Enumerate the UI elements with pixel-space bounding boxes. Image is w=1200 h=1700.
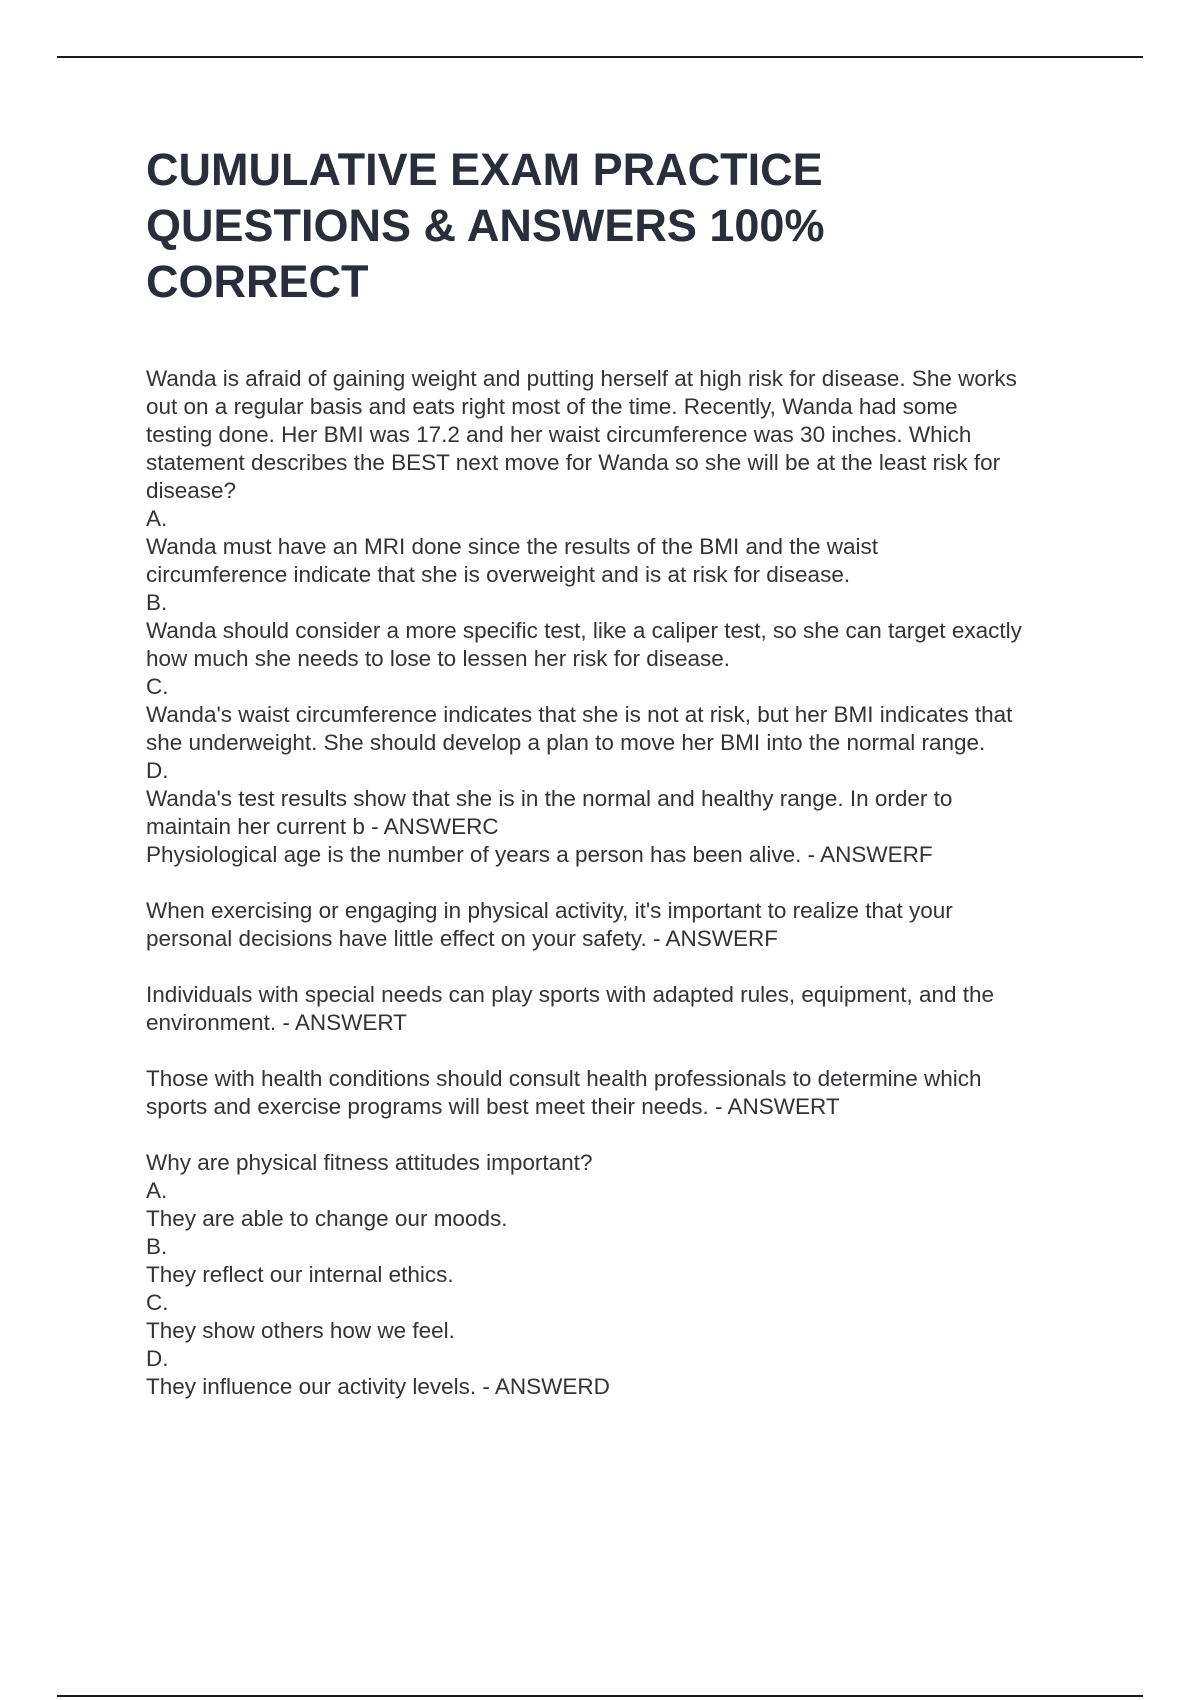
question-text: disease?: [146, 478, 237, 503]
option-letter: B.: [146, 590, 168, 615]
top-rule: [57, 56, 1143, 58]
answer-text: They influence our activity levels. - ANSWERD: [146, 1374, 610, 1399]
question-text: Why are physical fitness attitudes important?: [146, 1150, 593, 1175]
question-text: Wanda is afraid of gaining weight and putting herself at high risk for disease. She works: [146, 366, 1017, 391]
question-block: [146, 1065, 1096, 1121]
option-letter: D.: [146, 758, 169, 783]
document-body: [146, 142, 1096, 1401]
option-text: how much she needs to lose to lessen her risk for disease.: [146, 646, 731, 671]
option-text: Wanda's test results show that she is in the normal and healthy range. In order to: [146, 786, 953, 811]
question-text: testing done. Her BMI was 17.2 and her waist circumference was 30 inches. Which: [146, 422, 972, 447]
option-letter: A.: [146, 1178, 168, 1203]
option-text: They are able to change our moods.: [146, 1206, 508, 1231]
question-text: statement describes the BEST next move for Wanda so she will be at the least risk for: [146, 450, 1001, 475]
option-letter: C.: [146, 674, 169, 699]
question-text: personal decisions have little effect on your safety. - ANSWERF: [146, 926, 778, 951]
option-text: Wanda should consider a more specific test, like a caliper test, so she can target exactly: [146, 618, 1022, 643]
option-text: she underweight. She should develop a plan to move her BMI into the normal range.: [146, 730, 986, 755]
spacer: [146, 1037, 1096, 1065]
question-text: When exercising or engaging in physical activity, it's important to realize that your: [146, 898, 953, 923]
option-letter: C.: [146, 1290, 169, 1315]
option-text: Wanda must have an MRI done since the results of the BMI and the waist: [146, 534, 879, 559]
option-text: circumference indicate that she is overweight and is at risk for disease.: [146, 562, 851, 587]
question-text: Physiological age is the number of years a person has been alive. - ANSWERF: [146, 842, 933, 867]
title-line: CUMULATIVE EXAM PRACTICE: [146, 144, 823, 195]
question-text: environment. - ANSWERT: [146, 1010, 407, 1035]
option-text: Wanda's waist circumference indicates that she is not at risk, but her BMI indicates that: [146, 702, 1013, 727]
question-block: [146, 981, 1096, 1037]
question-text: Individuals with special needs can play sports with adapted rules, equipment, and the: [146, 982, 995, 1007]
question-text: sports and exercise programs will best meet their needs. - ANSWERT: [146, 1094, 840, 1119]
option-letter: B.: [146, 1234, 168, 1259]
bottom-rule: [57, 1695, 1143, 1697]
question-block: [146, 897, 1096, 953]
document-title: [146, 142, 1096, 310]
title-line: CORRECT: [146, 256, 369, 307]
title-line: QUESTIONS & ANSWERS 100%: [146, 200, 825, 251]
option-text: They show others how we feel.: [146, 1318, 455, 1343]
question-block: [146, 1149, 1096, 1401]
option-letter: D.: [146, 1346, 169, 1371]
option-text: They reflect our internal ethics.: [146, 1262, 454, 1287]
spacer: [146, 953, 1096, 981]
question-text: out on a regular basis and eats right most of the time. Recently, Wanda had some: [146, 394, 958, 419]
questions-list: [146, 365, 1096, 1401]
question-text: Those with health conditions should consult health professionals to determine which: [146, 1066, 982, 1091]
question-block: [146, 365, 1096, 841]
spacer: [146, 869, 1096, 897]
answer-text: maintain her current b - ANSWERC: [146, 814, 499, 839]
option-letter: A.: [146, 506, 168, 531]
question-block: [146, 841, 1096, 869]
spacer: [146, 1121, 1096, 1149]
